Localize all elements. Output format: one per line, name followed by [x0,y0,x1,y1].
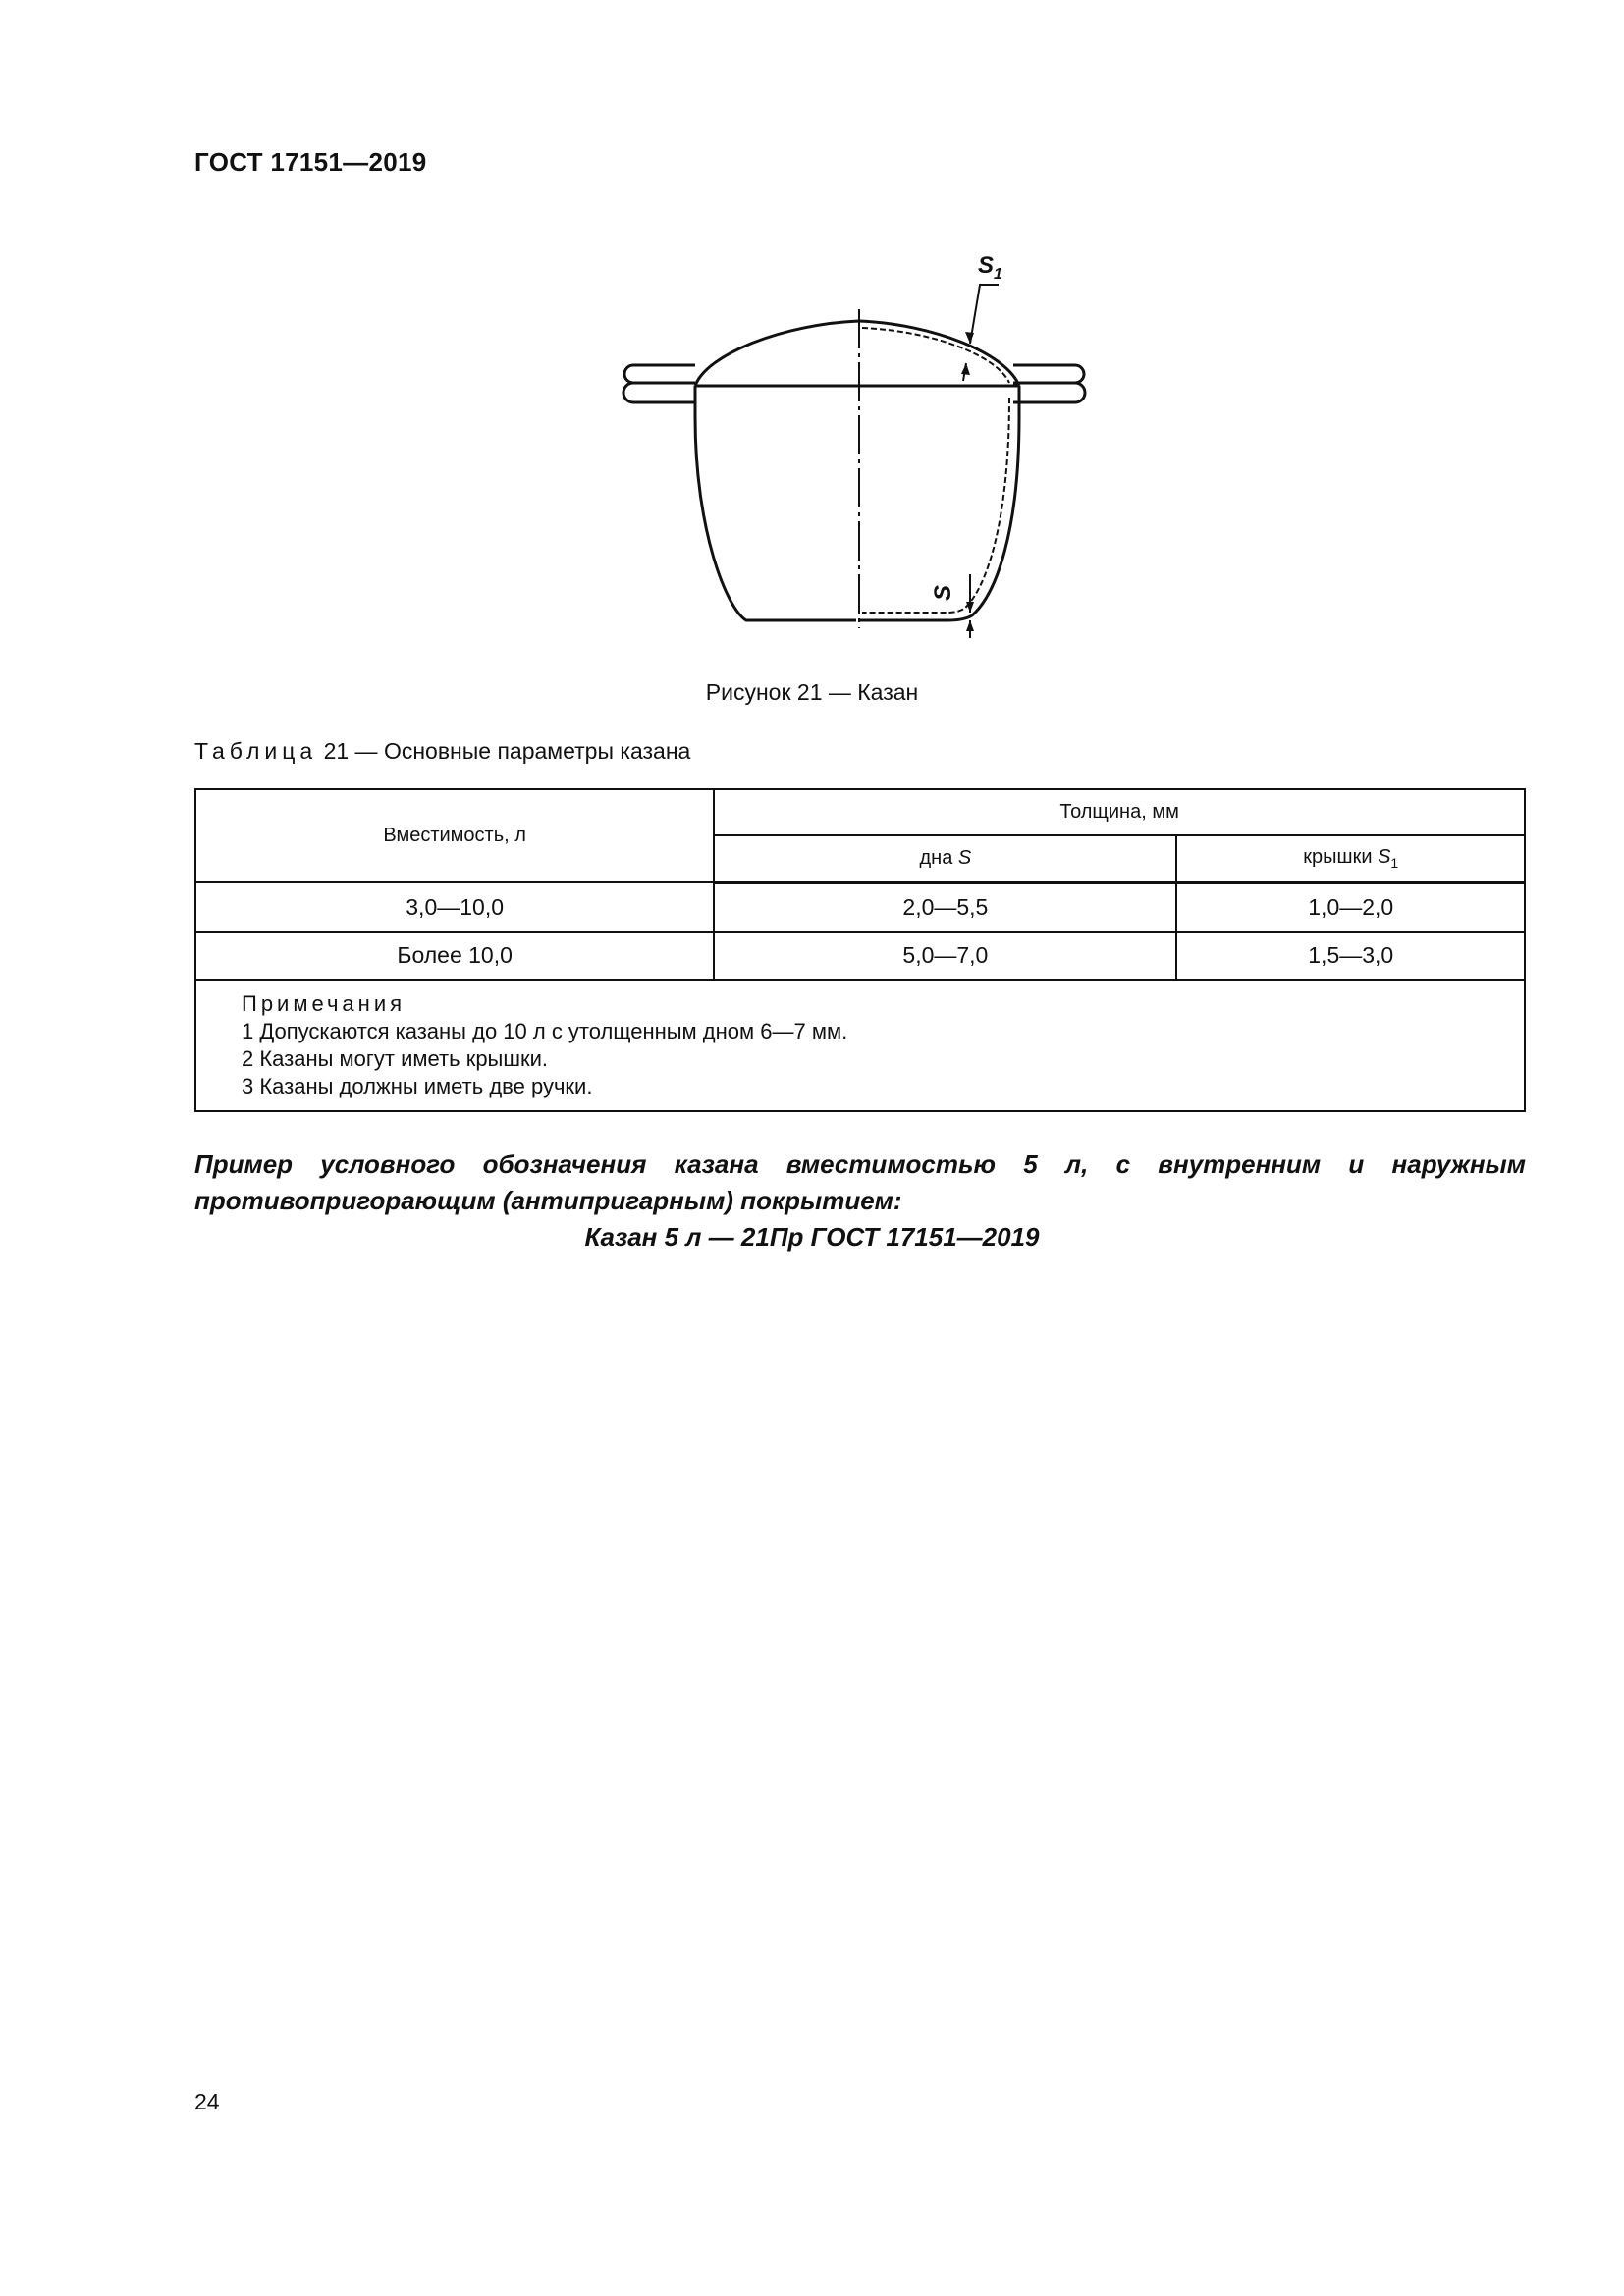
cell-lid: 1,5—3,0 [1176,932,1525,980]
table-row [195,932,1525,980]
designation-example-text: Пример условного обозначения казана вместимостью 5 л, с внутренним и наружным противопригорающим (антипригарным) покрытием: [194,1149,1526,1215]
kazan-svg [609,236,1100,648]
cell-bottom: 2,0—5,5 [714,882,1176,932]
figure-caption: Рисунок 21 — Казан [705,679,919,705]
table-row [195,882,1525,932]
body-inner [862,398,1009,613]
table-notes [195,980,1525,1111]
note-item: 2 Казаны могут иметь крышки. [242,1046,549,1071]
header-lid: крышки $S_1$ [1176,835,1525,882]
right-handle [1013,365,1085,402]
table-caption-text: 21 — Основные параметры казана [323,738,691,764]
cell-capacity: Более 10,0 [195,932,714,980]
designation-example: Казан 5 л — 21Пр ГОСТ 17151—2019 [584,1222,1040,1252]
left-handle [623,365,695,402]
kazan-drawing [609,236,1100,648]
document-code: ГОСТ 17151—2019 [194,147,427,177]
table-caption [194,738,690,765]
cell-capacity: 3,0—10,0 [195,882,714,932]
header-capacity: Вместимость, л [195,789,714,882]
page-number: 24 [194,2089,220,2114]
cell-bottom: 5,0—7,0 [714,932,1176,980]
cell-lid: 1,0—2,0 [1176,882,1525,932]
s1-label: $S_1$ [978,252,1002,283]
s-label: S [930,584,956,601]
s1-leader [970,285,999,344]
note-item: 1 Допускаются казаны до 10 л с утолщенным дном 6—7 мм. [242,1019,848,1043]
header-bottom: дна S [714,835,1176,882]
table-caption-prefix: Таблица [194,738,318,764]
header-thickness: Толщина, мм [714,789,1525,835]
notes-title: Примечания [242,991,406,1016]
parameters-table [194,788,1526,1112]
note-item: 3 Казаны должны иметь две ручки. [242,1074,593,1098]
lid-outline [695,321,1019,386]
